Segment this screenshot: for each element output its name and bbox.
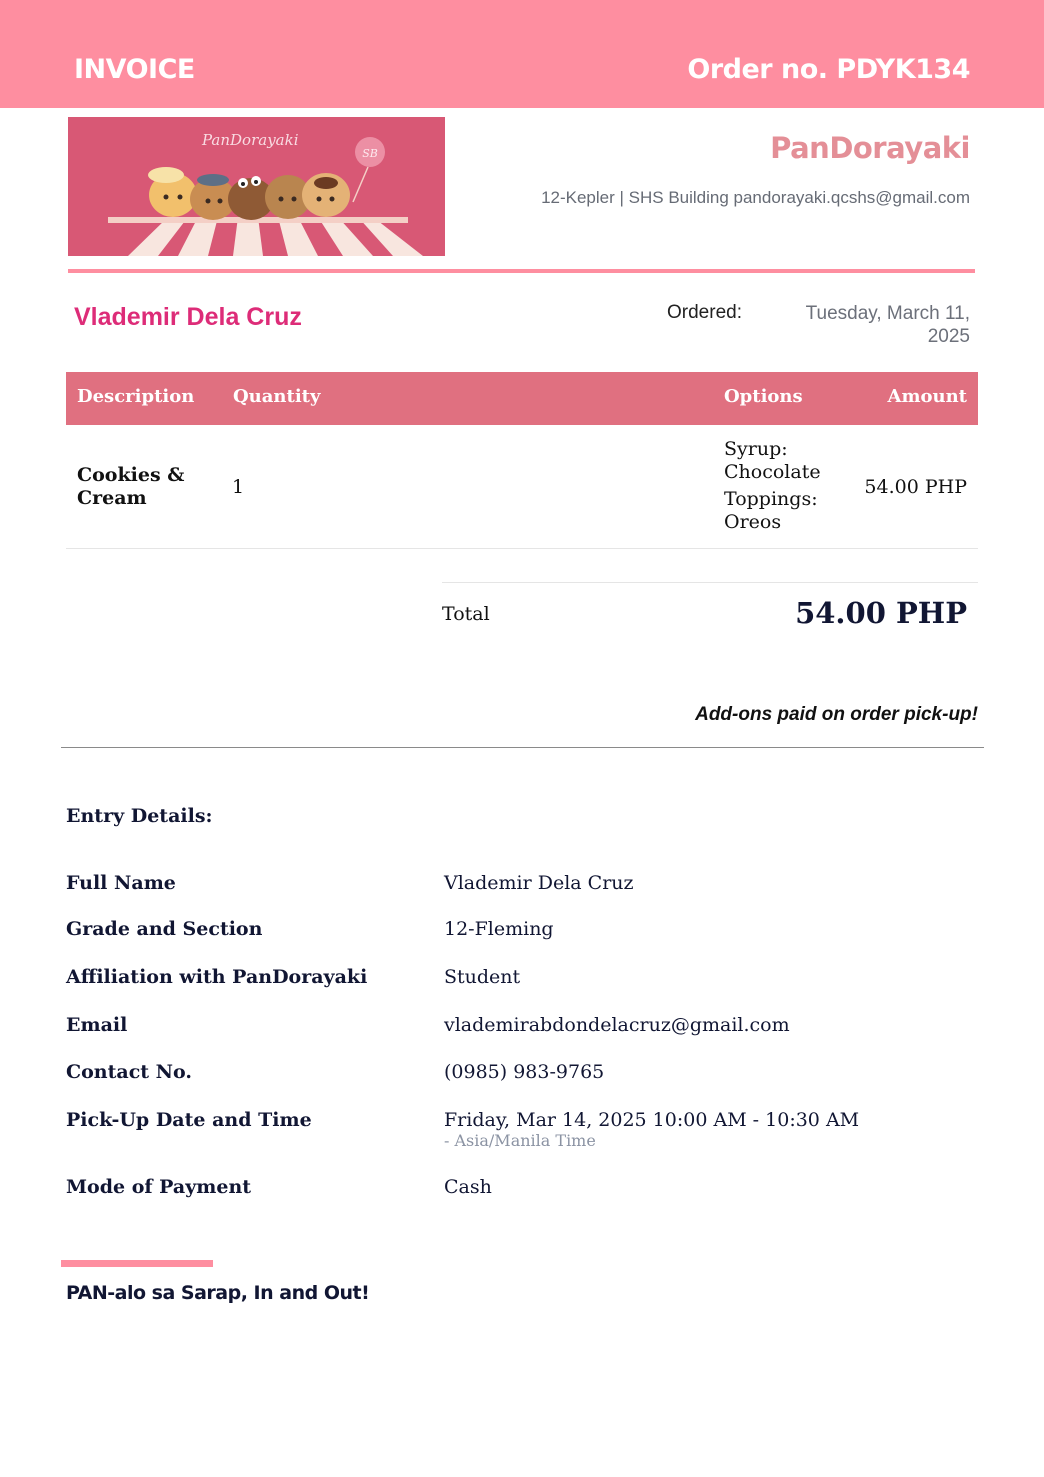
header-divider [68,269,975,273]
total-value: 54.00 PHP [795,596,967,630]
table-header [66,372,978,425]
item-description: Cookies & Cream [77,464,185,509]
brand-name: PanDorayaki [770,131,970,165]
column-header-amount: Amount [887,386,967,407]
entry-value: vlademirabdondelacruz@gmail.com [444,1014,790,1036]
invoice-title: INVOICE [74,54,195,85]
brand-address: 12-Kepler | SHS Building pandorayaki.qcshs@gmail.com [541,188,970,207]
option-toppings [724,488,854,534]
entry-key: Mode of Payment [66,1176,252,1198]
items-table [66,372,978,549]
entry-key: Affiliation with PanDorayaki [66,966,368,988]
option-value: Oreos [724,511,782,533]
entry-value: Cash [444,1176,492,1198]
ordered-date: Tuesday, March 11, 2025 [805,303,970,347]
footer-slogan: PAN-alo sa Sarap, In and Out! [66,1282,370,1304]
ordered-label: Ordered: [667,302,742,323]
entry-value [444,1109,859,1150]
pickup-datetime: Friday, Mar 14, 2025 10:00 AM - 10:30 AM [444,1109,860,1131]
option-label: Toppings: [724,488,818,510]
brand-banner-image [68,117,445,256]
item-amount: 54.00 PHP [864,476,967,498]
entry-details-title: Entry Details: [66,805,213,827]
option-value: Chocolate [724,461,821,483]
column-header-quantity: Quantity [233,386,321,407]
order-number: Order no. PDYK134 [687,54,970,85]
entry-key: Grade and Section [66,918,263,940]
entry-value: 12-Fleming [444,918,554,940]
entry-value: Vlademir Dela Cruz [444,872,634,894]
entry-key: Contact No. [66,1061,192,1083]
header-band [0,0,1044,108]
table-row [66,425,978,549]
column-header-description: Description [77,386,195,407]
entry-key: Pick-Up Date and Time [66,1109,312,1131]
option-label: Syrup: [724,438,788,460]
column-header-options: Options [724,386,803,407]
section-divider [61,747,984,748]
entry-key: Email [66,1014,128,1036]
option-syrup [724,438,854,484]
entry-value: (0985) 983-9765 [444,1061,605,1083]
entry-key: Full Name [66,872,176,894]
item-quantity: 1 [232,476,245,498]
customer-name: Vlademir Dela Cruz [74,303,302,331]
footer-accent-bar [61,1260,213,1267]
total-divider [442,582,978,583]
addon-note: Add-ons paid on order pick-up! [695,704,978,725]
item-options [724,438,854,538]
entry-value: Student [444,966,521,988]
total-label: Total [442,603,490,625]
banner-badge-text: SB [362,147,378,160]
pickup-timezone: - Asia/Manila Time [444,1131,596,1150]
banner-logo-text: PanDorayaki [202,131,299,149]
